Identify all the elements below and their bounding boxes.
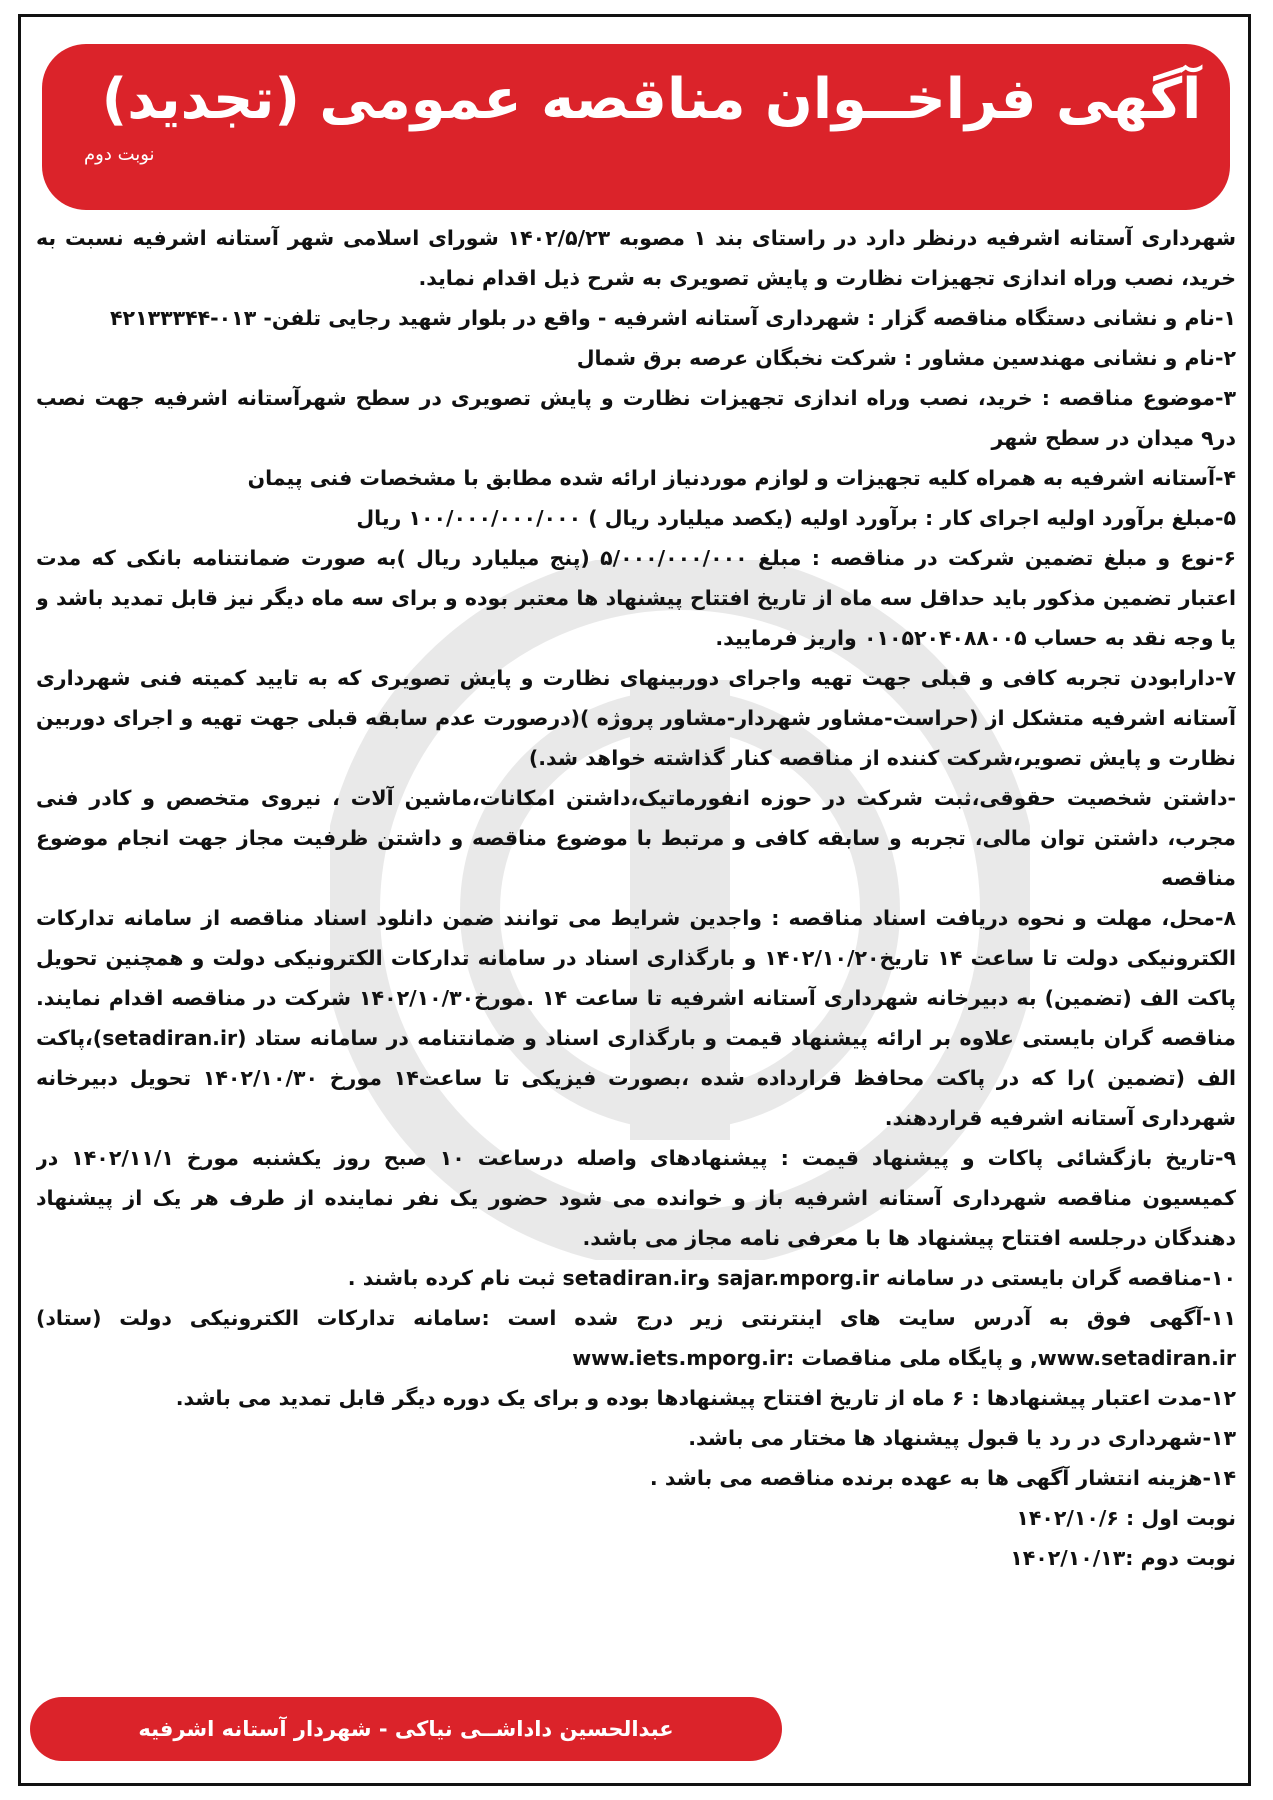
clause-4: ۴-آستانه اشرفیه به همراه کلیه تجهیزات و لوازم موردنیاز ارائه شده مطابق با مشخصات فنی پیمان [247,466,1236,490]
announcement-body [36,218,1236,1678]
clause-14: ۱۴-هزینه انتشار آگهی ها به عهده برنده مناقصه می باشد . [649,1466,1236,1490]
clause-2: ۲-نام و نشانی مهندسین مشاور : شرکت نخبگان عرصه برق شمال [576,346,1236,370]
clause-9: ۹-تاریخ بازگشائی پاکات و پیشنهاد قیمت : پیشنهادهای واصله درساعت ۱۰ صبح روز یکشنبه مورخ ۱۴۰۲/۱۱/۱ در کمیسیون مناقصه شهرداری آستانه اشرفیه باز و خوانده می شود حضور یک نفر نماینده از طرف هر یک از پیشنهاد دهندگان درجلسه افتتاح پیشنهاد ها با معرفی نامه مجاز می باشد. [36,1146,1236,1250]
clause-6: ۶-نوع و مبلغ تضمین شرکت در مناقصه : مبلغ ۵/۰۰۰/۰۰۰/۰۰۰ (پنج میلیارد ریال )به صورت ضمانتنامه بانکی که مدت اعتبار تضمین مذکور باید حداقل سه ماه از تاریخ افتتاح پیشنهاد ها معتبر بوده و برای سه ماه دیگر نیز قابل تمدید باشد و یا وجه نقد به حساب ۰۱۰۵۲۰۴۰۸۸۰۰۵ واریز فرمایید. [36,546,1236,650]
clause-1: ۱-نام و نشانی دستگاه مناقصه گزار : شهرداری آستانه اشرفیه - واقع در بلوار شهید رجایی تلفن- ۰۱۳-۴۲۱۳۳۳۴۴ [110,306,1236,330]
clause-11: ۱۱-آگهی فوق به آدرس سایت های اینترنتی زیر درج شده است :سامانه تدارکات الکترونیکی دولت (ستاد) www.setadiran.ir, و پایگاه ملی مناقصات :www.iets.mporg.ir [36,1306,1236,1370]
clause-13: ۱۳-شهرداری در رد یا قبول پیشنهاد ها مختار می باشد. [688,1426,1236,1450]
clause-3: ۳-موضوع مناقصه : خرید، نصب وراه اندازی تجهیزات نظارت و پایش تصویری در سطح شهرآستانه اشرفیه جهت نصب در۹ میدان در سطح شهر [36,386,1236,450]
notice-round-label: نوبت دوم [84,144,155,165]
mayor-signature: عبدالحسین داداشــی نیاکی - شهردار آستانه اشرفیه [138,1717,674,1741]
second-notice-date: نوبت دوم :۱۴۰۲/۱۰/۱۳ [1010,1546,1236,1570]
clause-8: ۸-محل، مهلت و نحوه دریافت اسناد مناقصه : واجدین شرایط می توانند ضمن دانلود اسناد مناقصه از سامانه تدارکات الکترونیکی دولت تا ساعت ۱۴ تاریخ۱۴۰۲/۱۰/۲۰ و بارگذاری اسناد در سامانه تدارکات الکترونیکی دولت و همچنین تحویل پاکت الف (تضمین) به دبیرخانه شهرداری آستانه اشرفیه تا ساعت ۱۴ .مورخ۱۴۰۲/۱۰/۳۰ شرکت در مناقصه اقدام نمایند. مناقصه گران بایستی علاوه بر ارائه پیشنهاد قیمت و بارگذاری اسناد و ضمانتنامه در سامانه ستاد (setadiran.ir)،پاکت الف (تضمین )را که در پاکت محافظ قرارداده شده ،بصورت فیزیکی تا ساعت۱۴ مورخ ۱۴۰۲/۱۰/۳۰ تحویل دبیرخانه شهرداری آستانه اشرفیه قراردهند. [36,906,1236,1130]
clause-12: ۱۲-مدت اعتبار پیشنهادها : ۶ ماه از تاریخ افتتاح پیشنهادها بوده و برای یک دوره دیگر قابل تمدید می باشد. [175,1386,1236,1410]
announcement-title: آگهی فراخــوان مناقصه عمومی (تجدید) [101,67,1202,132]
intro-paragraph: شهرداری آستانه اشرفیه درنظر دارد در راستای بند ۱ مصوبه ۱۴۰۲/۵/۲۳ شورای اسلامی شهر آستانه اشرفیه نسبت به خرید، نصب وراه اندازی تجهیزات نظارت و پایش تصویری به شرح ذیل اقدام نماید. [36,226,1236,290]
clause-5: ۵-مبلغ برآورد اولیه اجرای کار : برآورد اولیه (یکصد میلیارد ریال ) ۱۰۰/۰۰۰/۰۰۰/۰۰۰ ریال [356,506,1236,530]
clause-7-requirements: -داشتن شخصیت حقوقی،ثبت شرکت در حوزه انفورماتیک،داشتن امکانات،ماشین آلات ، نیروی متخصص و کادر فنی مجرب، داشتن توان مالی، تجربه و سابقه کافی و مرتبط با موضوع مناقصه و داشتن ظرفیت مجاز جهت انجام موضوع مناقصه [36,786,1236,890]
clause-10: ۱۰-مناقصه گران بایستی در سامانه sajar.mporg.ir وsetadiran.ir ثبت نام کرده باشند . [347,1266,1236,1290]
first-notice-date: نوبت اول : ۱۴۰۲/۱۰/۶ [1016,1506,1236,1530]
clause-7: ۷-دارابودن تجربه کافی و قبلی جهت تهیه واجرای دوربینهای نظارت و پایش تصویری که به تایید کمیته فنی شهرداری آستانه اشرفیه متشکل از (حراست-مشاور شهردار-مشاور پروژه )(درصورت عدم سابقه قبلی جهت تهیه و اجرای دوربین نظارت و پایش تصویر،شرکت کننده از مناقصه کنار گذاشته خواهد شد.) [36,666,1236,770]
